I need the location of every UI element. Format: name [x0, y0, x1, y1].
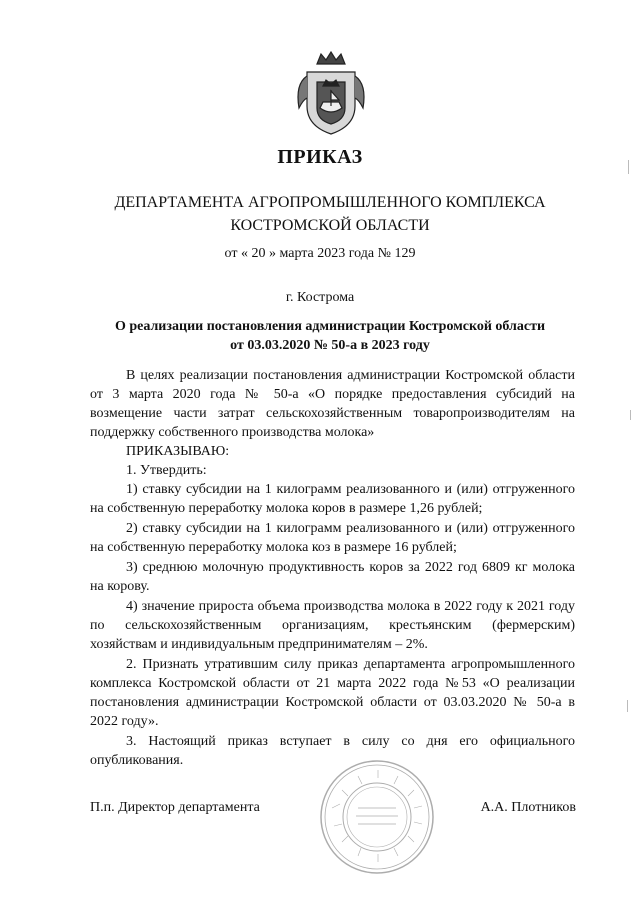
signatory-position: П.п. Директор департамента [90, 800, 260, 815]
scan-artifact [628, 160, 629, 174]
subject-line-1: О реализации постановления администрации Костромской области [114, 319, 546, 334]
item-1-3: 3) среднюю молочную продуктивность коров за 2022 год 6809 кг молока на корову. [90, 560, 575, 594]
scan-artifact [627, 700, 628, 712]
item-1-4: 4) значение прироста объема производства молока в 2022 году к 2021 году по сельскохозяйственным организациям, крестьянским (фермерским) хозяйствам и индивидуальным предпринимателям – 2%. [90, 599, 575, 652]
order-date-number: от « 20 » марта 2023 года № 129 [224, 246, 416, 261]
city: г. Кострома [285, 290, 355, 305]
item-3: 3. Настоящий приказ вступает в силу со дня его официального опубликования. [90, 734, 575, 768]
department-name [60, 191, 600, 237]
department-line-2: КОСТРОМСКОЙ ОБЛАСТИ [230, 217, 430, 234]
subject-line-2: от 03.03.2020 № 50-а в 2023 году [230, 338, 430, 353]
scan-artifact [630, 410, 631, 420]
signatory-name: А.А. Плотников [480, 800, 576, 815]
item-2: 2. Признать утратившим силу приказ департамента агропромышленного комплекса Костромской области от 21 марта 2022 года №53 «О реализации постановления администрации Костромской области от 03.03.2020 № 50-а в 2022 году». [90, 657, 575, 729]
order-subject [80, 317, 580, 355]
item-1: 1. Утвердить: [126, 463, 207, 478]
item-1-2: 2) ставку субсидии на 1 килограмм реализованного и (или) отгруженного на собственную переработку молока коз в размере 16 рублей; [90, 521, 575, 555]
order-body [90, 366, 575, 770]
coat-of-arms-emblem [293, 50, 369, 138]
official-stamp [318, 758, 436, 876]
document-title: ПРИКАЗ [277, 146, 363, 168]
item-1-1: 1) ставку субсидии на 1 килограмм реализованного и (или) отгруженного на собственную переработку молока коров в размере 1,26 рублей; [90, 482, 575, 516]
department-line-1: ДЕПАРТАМЕНТА АГРОПРОМЫШЛЕННОГО КОМПЛЕКСА [114, 194, 546, 211]
order-word: ПРИКАЗЫВАЮ: [126, 444, 230, 459]
intro-paragraph: В целях реализации постановления администрации Костромской области от 3 марта 2020 года № 50-а «О порядке предоставления субсидий на возмещение части затрат сельскохозяйственным товаропроизводителям на поддержку собственного производства молока» [90, 368, 575, 440]
